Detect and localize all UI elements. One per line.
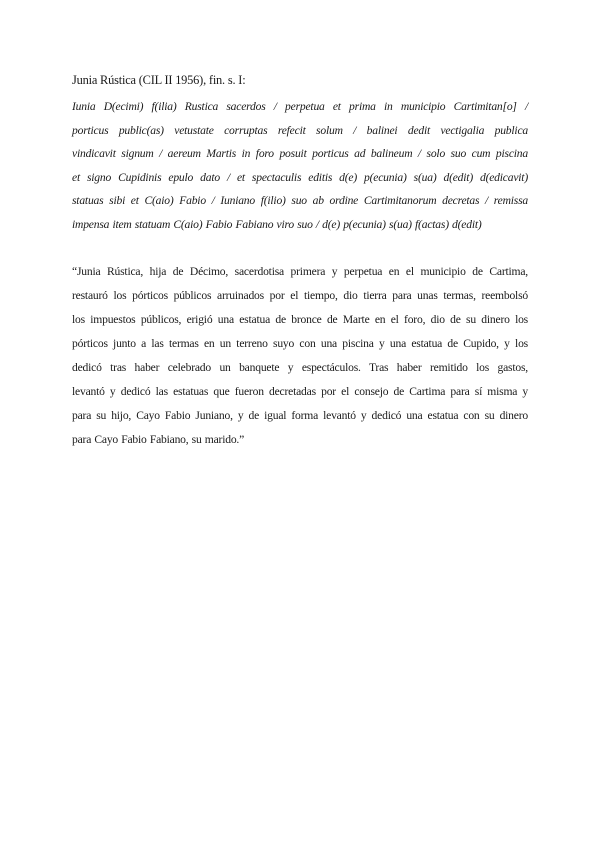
translation-line: pórticos junto a las termas en un terreno suyo con una piscina y una estatua de Cupido, y los [72,337,528,350]
translation-line: levantó y dedicó las estatuas que fueron decretadas por el consejo de Cartima para sí misma y [72,385,528,398]
latin-line: statuas sibi et C(aio) Fabio / Iuniano f(ilio) suo ab ordine Cartimitanorum decretas / remissa [72,194,528,207]
latin-inscription [72,95,528,236]
document-page [72,72,528,452]
translation-line: “Junia Rústica, hija de Décimo, sacerdotisa primera y perpetua en el municipio de Cartima, [72,265,528,278]
latin-line: impensa item statuam C(aio) Fabio Fabiano viro suo / d(e) p(ecunia) s(ua) f(actas) d(edit) [72,217,482,231]
translation-line: para Cayo Fabio Fabiano, su marido.” [72,433,245,446]
translation-line: dedicó tras haber celebrado un banquete y espectáculos. Tras haber remitido los gastos, [72,361,528,374]
inscription-heading: Junia Rústica (CIL II 1956), fin. s. I: [72,73,246,87]
latin-line: et signo Cupidinis epulo dato / et spectaculis editis d(e) p(ecunia) s(ua) d(edit) d(edicavit) [72,170,528,184]
spanish-translation [72,260,528,452]
latin-line: vindicavit signum / aereum Martis in foro posuit porticus ad balineum / solo suo cum piscina [72,147,528,160]
latin-line: porticus public(as) vetustate corruptas refecit solum / balinei dedit vectigalia publica [72,123,528,137]
translation-line: los impuestos públicos, erigió una estatua de bronce de Marte en el foro, dio de su dinero los [72,313,528,326]
translation-line: restauró los pórticos públicos arruinados por el tiempo, dio tierra para unas termas, reembolsó [72,289,528,302]
translation-line: para su hijo, Cayo Fabio Juniano, y de igual forma levantó y dedicó una estatua con su dinero [72,409,528,422]
latin-line: Iunia D(ecimi) f(ilia) Rustica sacerdos / perpetua et prima in municipio Cartimitan[o] / [72,100,528,113]
